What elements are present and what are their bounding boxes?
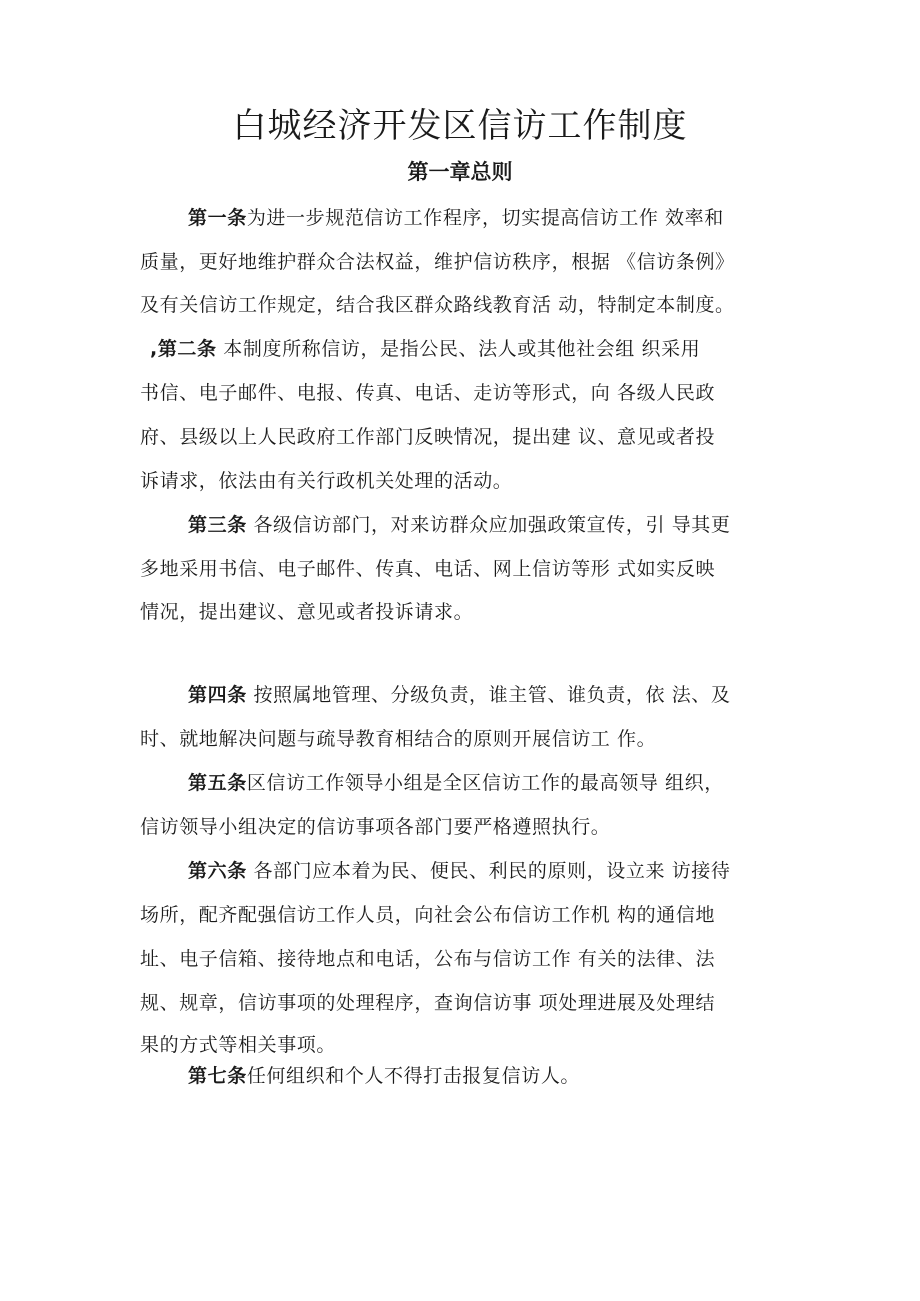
article-2-line-2: 书信、电子邮件、电报、传真、电话、走访等形式，向 各级人民政	[140, 382, 716, 404]
article-7-line-1	[188, 1054, 800, 1098]
article-2-label: ,第二条	[150, 338, 217, 360]
chapter-heading: 第一章总则	[407, 160, 513, 184]
article-6-line-4: 规、规章，信访事项的处理程序，查询信访事 项处理进展及处理结	[140, 992, 716, 1014]
article-2-line-3: 府、县级以上人民政府工作部门反映情况，提出建 议、意见或者投	[140, 426, 716, 448]
article-1-label: 第一条	[188, 207, 247, 229]
article-1-text: 为进一步规范信访工作程序，切实提高信访工作 效率和	[246, 207, 724, 229]
article-3-line-3: 情况，提出建议、意见或者投诉请求。	[140, 601, 474, 623]
article-7-text: 任何组织和个人不得打击报复信访人。	[246, 1065, 581, 1087]
article-2-line-4: 诉请求，依法由有关行政机关处理的活动。	[140, 470, 513, 492]
article-2-line-1	[150, 327, 810, 371]
article-5-line-2: 信访领导小组决定的信访事项各部门要严格遵照执行。	[140, 816, 611, 838]
article-1-line-2: 质量，更好地维护群众合法权益，维护信访秩序，根据 《信访条例》	[140, 251, 735, 273]
article-2-text: 本制度所称信访，是指公民、法人或其他社会组 织采用	[216, 338, 701, 360]
article-3-line-2: 多地采用书信、电子邮件、传真、电话、网上信访等形 式如实反映	[140, 558, 716, 580]
article-1-line-1	[188, 196, 800, 240]
article-4-line-2: 时、就地解决问题与疏导教育相结合的原则开展信访工 作。	[140, 728, 657, 750]
article-3-label: 第三条	[188, 514, 247, 536]
article-6-line-5: 果的方式等相关事项。	[140, 1034, 337, 1056]
article-6-line-1	[188, 849, 800, 893]
article-6-line-3: 址、电子信箱、接待地点和电话，公布与信访工作 有关的法律、法	[140, 948, 716, 970]
article-4-line-1	[188, 673, 800, 717]
article-3-line-1	[188, 503, 800, 547]
article-5-label: 第五条	[188, 772, 247, 794]
document-title: 白城经济开发区信访工作制度	[232, 106, 688, 146]
article-6-text: 各部门应本着为民、便民、利民的原则，设立来 访接待	[246, 860, 731, 882]
article-6-label: 第六条	[188, 860, 247, 882]
article-6-line-2: 场所，配齐配强信访工作人员，向社会公布信访工作机 构的通信地	[140, 904, 716, 926]
article-3-text: 各级信访部门，对来访群众应加强政策宣传，引 导其更	[246, 514, 731, 536]
article-5-text: 区信访工作领导小组是全区信访工作的最高领导 组织，	[246, 772, 724, 794]
article-1-line-3: 及有关信访工作规定，结合我区群众路线教育活 动，特制定本制度。	[140, 294, 735, 316]
article-4-label: 第四条	[188, 684, 247, 706]
article-7-label: 第七条	[188, 1065, 247, 1087]
article-5-line-1	[188, 761, 800, 805]
article-4-text: 按照属地管理、分级负责，谁主管、谁负责，依 法、及	[246, 684, 731, 706]
